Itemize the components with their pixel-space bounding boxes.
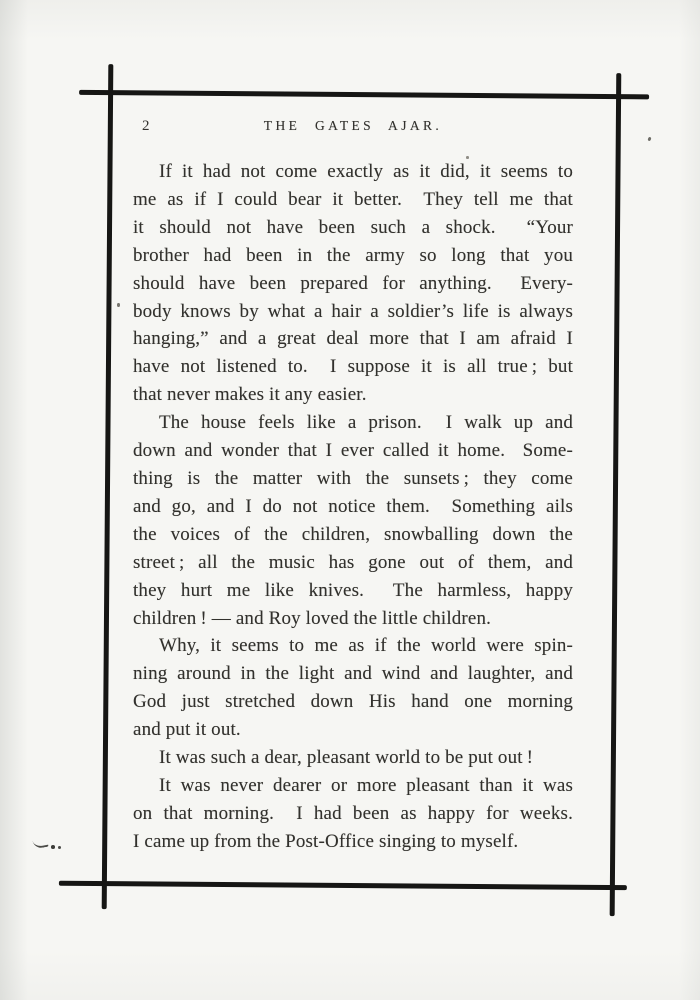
border-rule-top: [79, 90, 649, 99]
text-line: and put it out.: [133, 719, 241, 741]
ink-smudge-dot: [58, 846, 61, 849]
text-line: on that morning. I had been as happy for weeks.: [133, 802, 573, 824]
text-line: It was such a dear, pleasant world to be put out !: [159, 747, 534, 769]
border-rule-bottom: [59, 881, 627, 890]
border-rule-right: [610, 73, 622, 916]
text-line: It was never dearer or more pleasant than it was: [159, 774, 573, 796]
ink-smudge-curl: [32, 838, 48, 849]
ink-speck: [466, 156, 469, 159]
text-line: that never makes it any easier.: [133, 384, 367, 406]
text-line: children ! — and Roy loved the little children.: [133, 607, 492, 629]
text-line: should have been prepared for anything. Every-: [133, 272, 573, 294]
text-line: God just stretched down His hand one morning: [133, 691, 573, 713]
page-header: [133, 114, 573, 140]
text-line: me as if I could bear it better. They tell me that: [133, 188, 573, 210]
ink-smudge: [33, 838, 63, 850]
ink-speck: [117, 303, 120, 307]
text-line: I came up from the Post-Office singing to myself.: [133, 830, 519, 852]
text-line: street ; all the music has gone out of them, and: [133, 551, 573, 573]
text-line: down and wonder that I ever called it home. Some-: [133, 440, 573, 462]
text-line: body knows by what a hair a soldier’s life is always: [133, 300, 573, 322]
ink-speck: [647, 137, 651, 142]
text-line: Why, it seems to me as if the world were spin-: [159, 635, 573, 657]
text-line: hanging,” and a great deal more that I am afraid I: [133, 328, 573, 350]
text-line: it should not have been such a shock. “Your: [133, 216, 573, 238]
page-number: 2: [142, 118, 150, 134]
text-line: and go, and I do not notice them. Something ails: [133, 495, 573, 517]
text-line: If it had not come exactly as it did, it seems to: [159, 161, 573, 182]
page-body: [133, 158, 573, 856]
text-line: brother had been in the army so long that you: [133, 244, 573, 266]
text-line: thing is the matter with the sunsets ; they come: [133, 467, 573, 489]
text-line: ning around in the light and wind and laughter, and: [133, 663, 573, 685]
ink-smudge-dot: [51, 845, 55, 849]
text-line: they hurt me like knives. The harmless, happy: [133, 579, 573, 601]
text-line: the voices of the children, snowballing down the: [133, 523, 573, 545]
running-title: THE GATES AJAR.: [263, 118, 443, 133]
text-line: have not listened to. I suppose it is all true ; but: [133, 356, 573, 378]
border-rule-left: [102, 64, 114, 909]
text-line: The house feels like a prison. I walk up and: [159, 412, 573, 434]
